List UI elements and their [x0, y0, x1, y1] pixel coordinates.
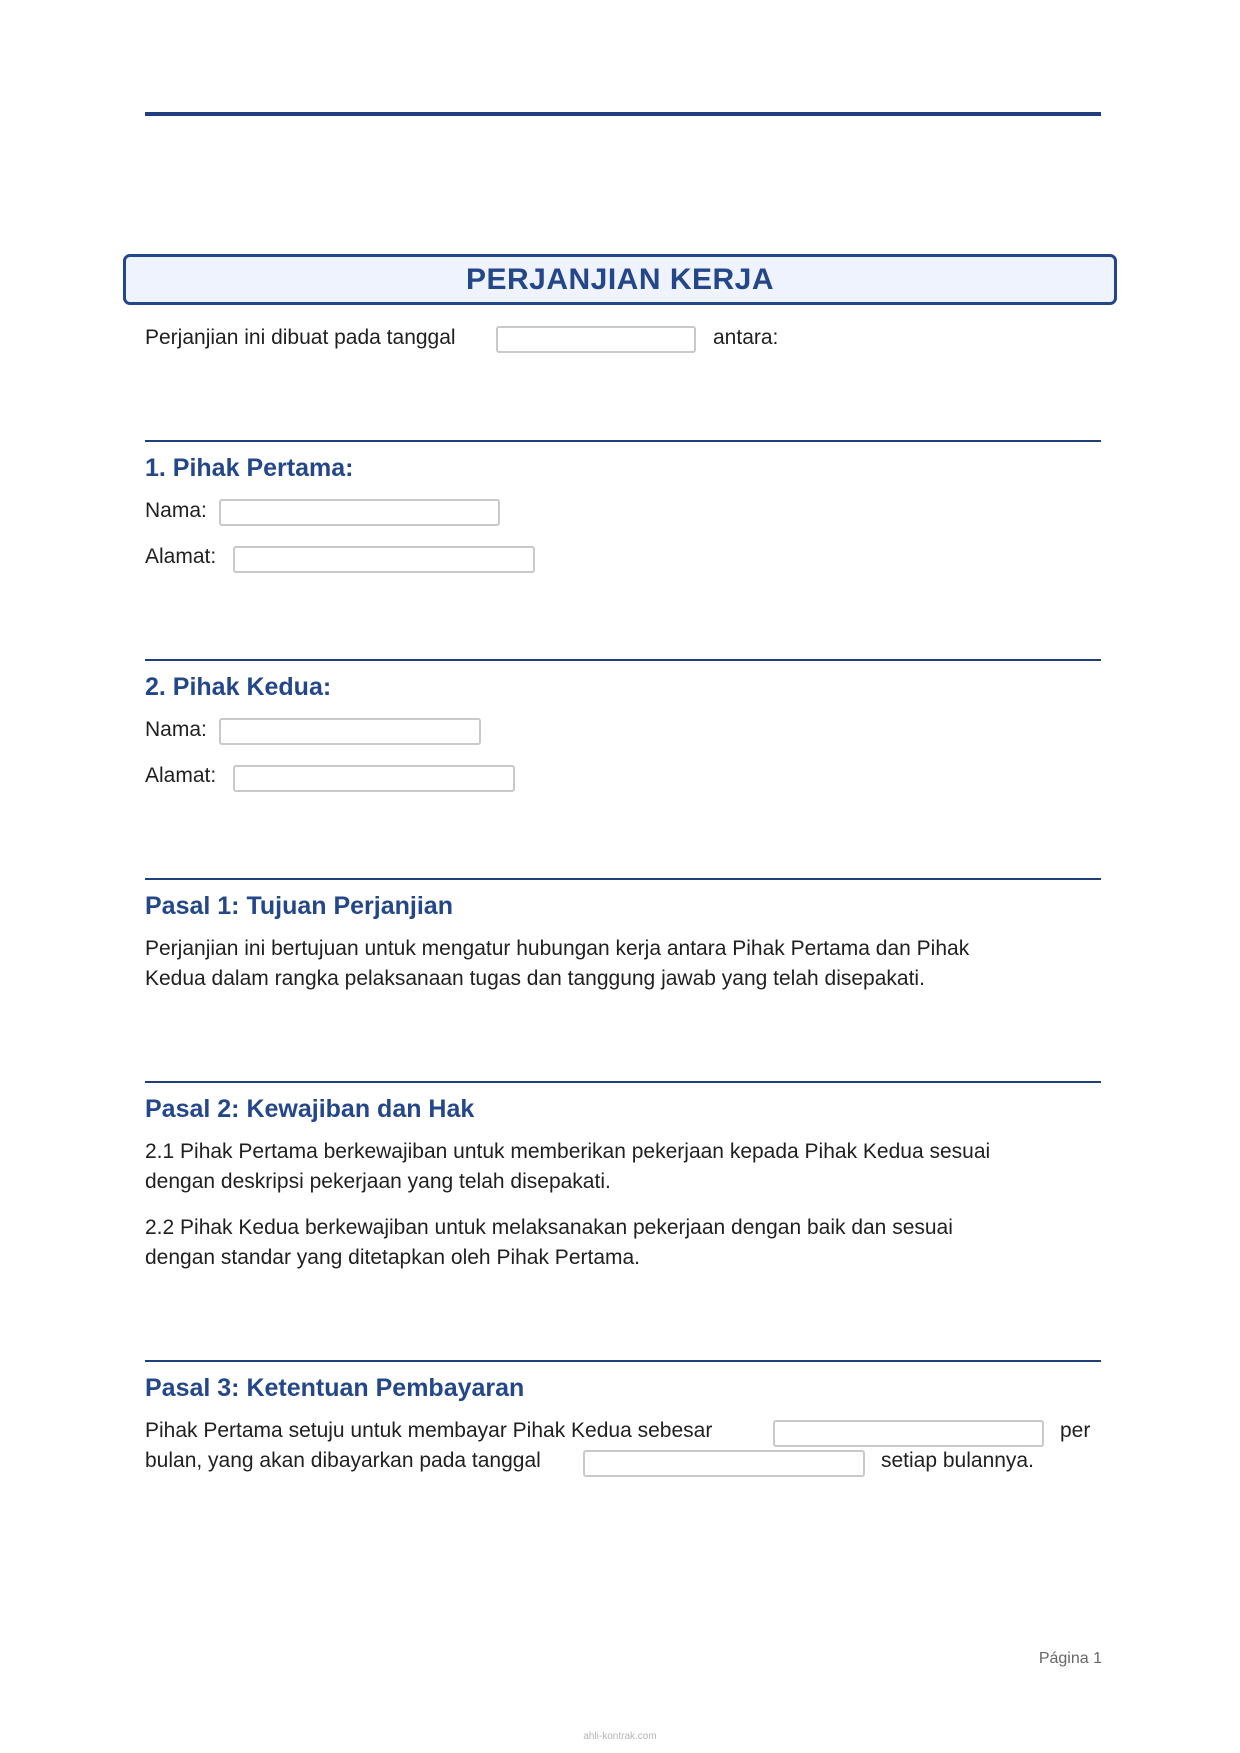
pasal-3-line-2-end: setiap bulannya. [881, 1449, 1034, 1472]
pihak-kedua-nama-field[interactable] [219, 718, 481, 745]
payment-amount-field[interactable] [773, 1420, 1044, 1447]
date-field[interactable] [496, 326, 696, 353]
section-divider [145, 878, 1101, 880]
pihak-kedua-alamat-label: Alamat: [145, 764, 217, 787]
document-title: PERJANJIAN KERJA [465, 262, 775, 296]
pasal-2-heading: Pasal 2: Kewajiban dan Hak [145, 1095, 475, 1123]
pasal-2-item-2-line-2: dengan standar yang ditetapkan oleh Pihak Pertama. [145, 1246, 641, 1269]
pasal-2-item-2 [145, 1213, 1085, 1273]
pasal-2-item-1-line-1: 2.1 Pihak Pertama berkewajiban untuk memberikan pekerjaan kepada Pihak Kedua sesuai [145, 1140, 991, 1163]
pihak-kedua-alamat-field[interactable] [233, 765, 515, 792]
pasal-2-item-1-line-2: dengan deskripsi pekerjaan yang telah disepakati. [145, 1170, 611, 1193]
watermark: ahli-kontrak.com [583, 1731, 657, 1742]
header-rule [145, 112, 1101, 116]
pihak-pertama-heading: 1. Pihak Pertama: [145, 454, 354, 482]
pasal-3-line-2-text: bulan, yang akan dibayarkan pada tanggal [145, 1449, 541, 1472]
intro-text: Perjanjian ini dibuat pada tanggal [145, 326, 456, 349]
pihak-kedua-nama-label: Nama: [145, 718, 207, 741]
pasal-3-line-1-end: per [1060, 1419, 1091, 1442]
pasal-1-line-1: Perjanjian ini bertujuan untuk mengatur hubungan kerja antara Pihak Pertama dan Pihak [145, 937, 970, 960]
intro-text-end: antara: [713, 326, 779, 349]
payment-date-field[interactable] [583, 1450, 865, 1477]
section-divider [145, 659, 1101, 661]
pihak-kedua-heading: 2. Pihak Kedua: [145, 673, 332, 701]
pasal-2-item-1 [145, 1137, 1085, 1197]
pihak-pertama-alamat-label: Alamat: [145, 545, 217, 568]
pasal-3-line-1-text: Pihak Pertama setuju untuk membayar Pihak Kedua sebesar [145, 1419, 713, 1442]
pasal-2-item-2-line-1: 2.2 Pihak Kedua berkewajiban untuk melaksanakan pekerjaan dengan baik dan sesuai [145, 1216, 953, 1239]
section-divider [145, 1081, 1101, 1083]
pihak-pertama-nama-field[interactable] [219, 499, 500, 526]
pasal-1-heading: Pasal 1: Tujuan Perjanjian [145, 892, 453, 920]
title-box [123, 254, 1117, 305]
pihak-pertama-nama-label: Nama: [145, 499, 207, 522]
section-divider [145, 1360, 1101, 1362]
section-divider [145, 440, 1101, 442]
pasal-1-line-2: Kedua dalam rangka pelaksanaan tugas dan tanggung jawab yang telah disepakati. [145, 967, 925, 990]
page-number: Página 1 [1038, 1650, 1102, 1667]
pasal-3-heading: Pasal 3: Ketentuan Pembayaran [145, 1374, 525, 1402]
pasal-1-paragraph [145, 934, 1085, 994]
pihak-pertama-alamat-field[interactable] [233, 546, 535, 573]
